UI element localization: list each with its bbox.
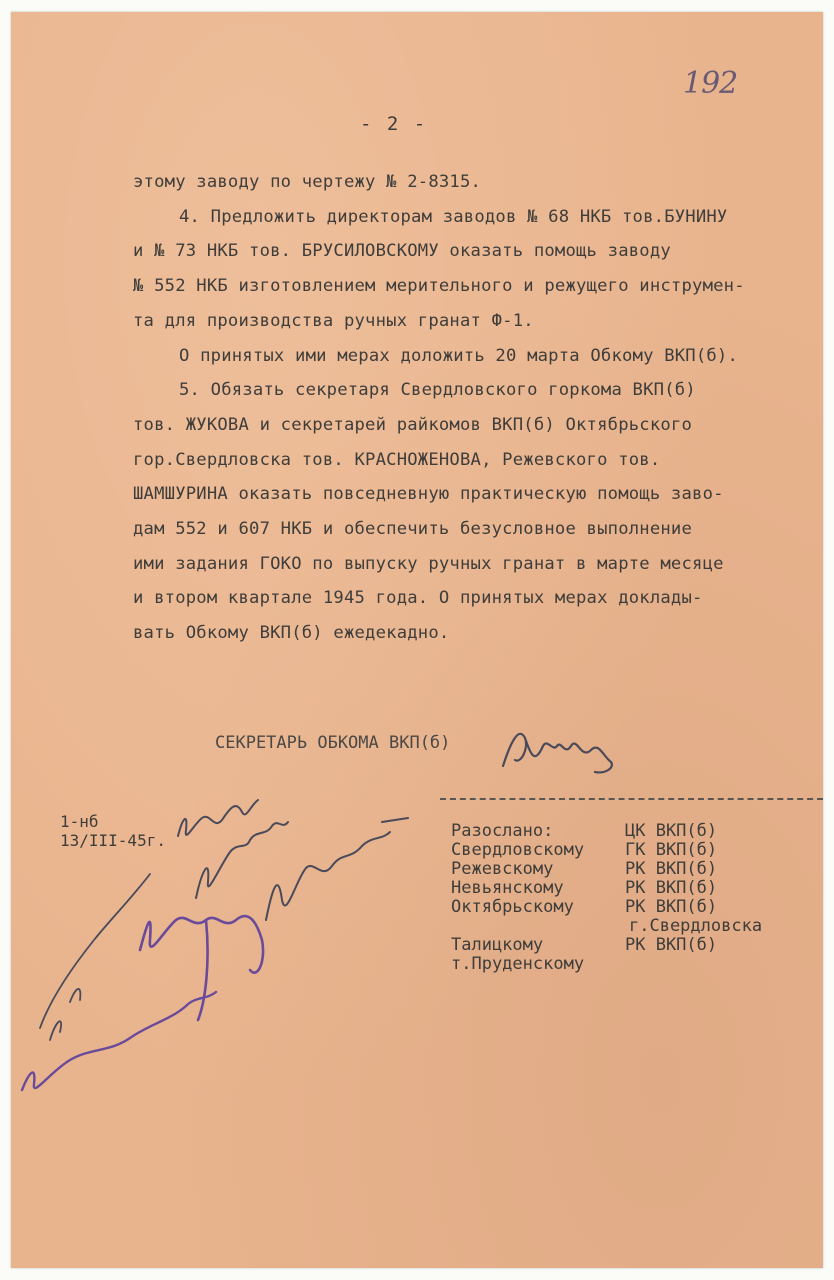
body-line: ШАМШУРИНА оказать повседневную практическую помощь заво-: [133, 484, 724, 505]
body-line: та для производства ручных гранат Ф-1.: [133, 310, 534, 331]
signature-scribble: [40, 874, 150, 1040]
body-line: и втором квартале 1945 года. О принятых мерах доклады-: [133, 588, 703, 609]
body-line: и № 73 НКБ тов. БРУСИЛОВСКОМУ оказать помощь заводу: [133, 241, 671, 262]
body-line: дам 552 и 607 НКБ и обеспечить безусловное выполнение: [133, 519, 693, 540]
body-line: № 552 НКБ изготовлением мерительного и режущего инструмен-: [133, 276, 745, 297]
body-line: тов. ЖУКОВА и секретарей райкомов ВКП(б) Октябрьского: [133, 414, 693, 435]
distribution-row: т.Пруденскому: [451, 954, 585, 974]
registration-code: 1-нб: [60, 812, 99, 831]
signature-scribble: [178, 800, 258, 836]
body-line: О принятых ими мерах доложить 20 марта Обкому ВКП(б).: [179, 345, 739, 366]
distribution-row: Свердловскому ГК ВКП(б): [451, 840, 718, 860]
distribution-row: Режевскому РК ВКП(б): [451, 859, 718, 879]
distribution-row: Невьянскому РК ВКП(б): [451, 878, 718, 898]
signature-scribble: [140, 916, 263, 1020]
separator-line: [440, 798, 823, 800]
body-line: 5. Обязать секретаря Свердловского горкома ВКП(б): [179, 380, 696, 401]
distribution-city-note: г.Свердловска: [629, 916, 763, 936]
distribution-row: Октябрьскому РК ВКП(б): [451, 897, 718, 917]
body-line: вать Обкому ВКП(б) ежедекадно.: [133, 623, 450, 644]
signature-title: СЕКРЕТАРЬ ОБКОМА ВКП(б): [215, 733, 451, 753]
distribution-list: [451, 822, 762, 974]
distribution-row: Талицкому РК ВКП(б): [451, 935, 718, 955]
page-number: - 2 -: [360, 113, 428, 135]
distribution-row: Разослано: ЦК ВКП(б): [451, 821, 718, 841]
signature-scribble: [22, 992, 216, 1090]
archive-page-number: 192: [683, 66, 738, 101]
body-line: этому заводу по чертежу № 2-8315.: [133, 172, 482, 192]
document-body: [133, 165, 813, 651]
signature-scribble: [266, 818, 408, 920]
registration-date: 13/III-45г.: [60, 831, 166, 850]
body-line: гор.Свердловска тов. КРАСНОЖЕНОВА, Режевского тов.: [133, 449, 661, 470]
secretary-signature: [495, 716, 625, 786]
body-line: ими задания ГОКО по выпуску ручных гранат в марте месяце: [133, 553, 724, 574]
handwritten-signatures: [10, 770, 410, 1110]
body-line: 4. Предложить директорам заводов № 68 НКБ тов.БУНИНУ: [179, 206, 728, 227]
